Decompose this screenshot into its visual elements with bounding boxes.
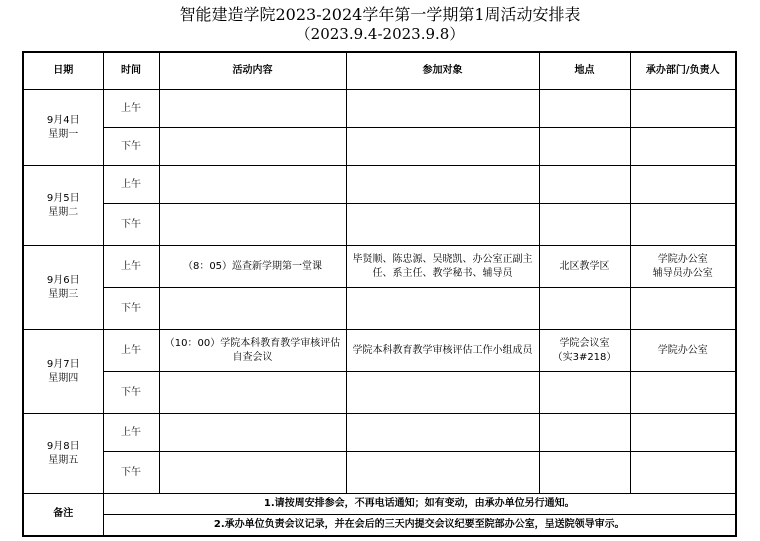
date-cell: [23, 90, 103, 166]
date-label: 9月5日: [46, 192, 80, 204]
weekday-label: 星期五: [48, 454, 79, 466]
period-cell: 下午: [103, 204, 159, 246]
content-cell: （10：00）学院本科教育教学审核评估自查会议: [159, 330, 346, 372]
date-range-subtitle: （2023.9.4-2023.9.8）: [295, 25, 465, 43]
document-title: 智能建造学院2023-2024学年第一学期第1周活动安排表: [179, 5, 581, 24]
weekday-label: 星期二: [48, 206, 79, 218]
content-cell: [159, 452, 346, 494]
schedule-row: [23, 330, 736, 372]
header-location: 地点: [539, 52, 630, 90]
location-cell: [539, 166, 630, 204]
schedule-row: [23, 204, 736, 246]
date-cell: [23, 246, 103, 330]
content-cell: [159, 166, 346, 204]
date-label: 9月8日: [46, 440, 80, 452]
weekday-label: 星期四: [48, 372, 79, 384]
department-cell: [630, 204, 736, 246]
note-item: 2.承办单位负责会议记录，并在会后的三天内提交会议纪要至院部办公室，呈送院领导审示。: [103, 515, 736, 536]
location-cell: [539, 128, 630, 166]
header-department: 承办部门/负责人: [630, 52, 736, 90]
location-cell: [539, 204, 630, 246]
location-cell: 北区教学区: [539, 246, 630, 288]
content-cell: [159, 204, 346, 246]
note-label: 备注: [23, 494, 103, 536]
weekday-label: 星期三: [48, 288, 79, 300]
participants-cell: [346, 452, 539, 494]
content-cell: [159, 414, 346, 452]
date-cell: [23, 414, 103, 494]
department-cell: [630, 90, 736, 128]
participants-cell: 学院本科教育教学审核评估工作小组成员: [346, 330, 539, 372]
location-cell: [539, 372, 630, 414]
header-time: 时间: [103, 52, 159, 90]
date-cell: [23, 330, 103, 414]
schedule-row: [23, 246, 736, 288]
department-cell: 学院办公室: [630, 330, 736, 372]
schedule-row: [23, 414, 736, 452]
period-cell: 上午: [103, 414, 159, 452]
schedule-row: [23, 166, 736, 204]
department-cell: 学院办公室 辅导员办公室: [630, 246, 736, 288]
location-cell: [539, 288, 630, 330]
period-cell: 上午: [103, 166, 159, 204]
period-cell: 上午: [103, 90, 159, 128]
header-participants: 参加对象: [346, 52, 539, 90]
schedule-row: [23, 90, 736, 128]
schedule-body: [23, 90, 736, 494]
content-cell: [159, 372, 346, 414]
department-cell: [630, 372, 736, 414]
department-cell: [630, 166, 736, 204]
content-cell: （8：05）巡查新学期第一堂课: [159, 246, 346, 288]
note-row: [23, 494, 736, 515]
period-cell: 下午: [103, 452, 159, 494]
location-cell: [539, 452, 630, 494]
schedule-table: [22, 51, 737, 537]
schedule-row: [23, 452, 736, 494]
date-label: 9月6日: [46, 274, 80, 286]
location-cell: 学院会议室 （实3#218）: [539, 330, 630, 372]
header-row: [23, 52, 736, 90]
location-cell: [539, 414, 630, 452]
note-row: [23, 515, 736, 536]
participants-cell: [346, 128, 539, 166]
participants-cell: [346, 166, 539, 204]
schedule-row: [23, 128, 736, 166]
date-cell: [23, 166, 103, 246]
schedule-row: [23, 288, 736, 330]
department-cell: [630, 128, 736, 166]
content-cell: [159, 128, 346, 166]
header-date: 日期: [23, 52, 103, 90]
period-cell: 上午: [103, 330, 159, 372]
department-cell: [630, 414, 736, 452]
note-item: 1.请按周安排参会，不再电话通知；如有变动，由承办单位另行通知。: [103, 494, 736, 515]
participants-cell: [346, 288, 539, 330]
department-cell: [630, 452, 736, 494]
content-cell: [159, 90, 346, 128]
participants-cell: 毕贤顺、陈忠源、吴晓凯、办公室正副主任、系主任、教学秘书、辅导员: [346, 246, 539, 288]
content-cell: [159, 288, 346, 330]
period-cell: 下午: [103, 372, 159, 414]
participants-cell: [346, 372, 539, 414]
period-cell: 上午: [103, 246, 159, 288]
weekday-label: 星期一: [48, 128, 79, 140]
participants-cell: [346, 414, 539, 452]
department-cell: [630, 288, 736, 330]
date-label: 9月4日: [46, 114, 80, 126]
location-cell: [539, 90, 630, 128]
participants-cell: [346, 90, 539, 128]
participants-cell: [346, 204, 539, 246]
header-content: 活动内容: [159, 52, 346, 90]
period-cell: 下午: [103, 288, 159, 330]
date-label: 9月7日: [46, 358, 80, 370]
schedule-row: [23, 372, 736, 414]
period-cell: 下午: [103, 128, 159, 166]
